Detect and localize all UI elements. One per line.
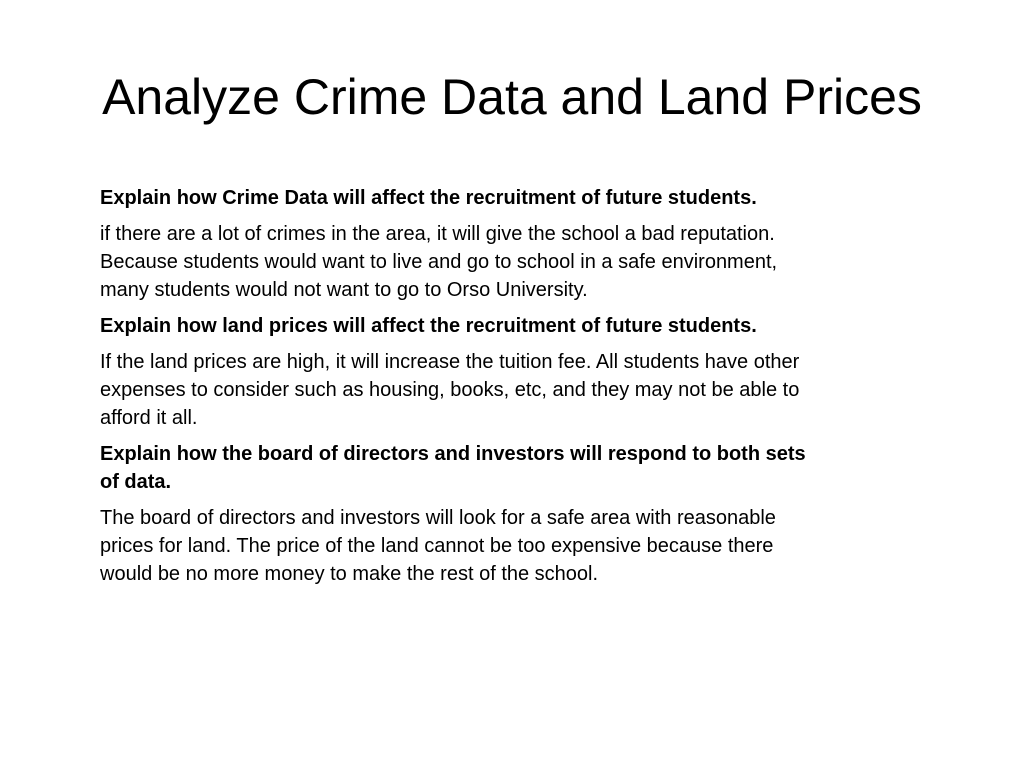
- slide-body: [100, 184, 970, 596]
- answer-line: afford it all.: [100, 407, 198, 429]
- question-board-response: [100, 440, 970, 496]
- answer-board-response: [100, 504, 970, 588]
- answer-line: prices for land. The price of the land cannot be too expensive because there: [100, 535, 774, 557]
- question-crime-data: [100, 184, 970, 212]
- answer-land-prices: [100, 348, 970, 432]
- answer-line: Because students would want to live and go to school in a safe environment,: [100, 251, 778, 273]
- question-land-prices: [100, 312, 970, 340]
- answer-line: If the land prices are high, it will increase the tuition fee. All students have other: [100, 351, 800, 373]
- answer-line: if there are a lot of crimes in the area, it will give the school a bad reputation.: [100, 223, 775, 245]
- answer-line: The board of directors and investors will look for a safe area with reasonable: [100, 507, 776, 529]
- answer-crime-data: [100, 220, 970, 304]
- answer-line: many students would not want to go to Orso University.: [100, 279, 588, 301]
- question-line: of data.: [100, 471, 172, 493]
- question-line: Explain how Crime Data will affect the recruitment of future students.: [100, 187, 757, 209]
- answer-line: would be no more money to make the rest of the school.: [100, 563, 599, 585]
- question-line: Explain how the board of directors and investors will respond to both sets: [100, 443, 806, 465]
- question-line: Explain how land prices will affect the recruitment of future students.: [100, 315, 757, 337]
- slide-title: Analyze Crime Data and Land Prices: [102, 69, 922, 125]
- answer-line: expenses to consider such as housing, books, etc, and they may not be able to: [100, 379, 800, 401]
